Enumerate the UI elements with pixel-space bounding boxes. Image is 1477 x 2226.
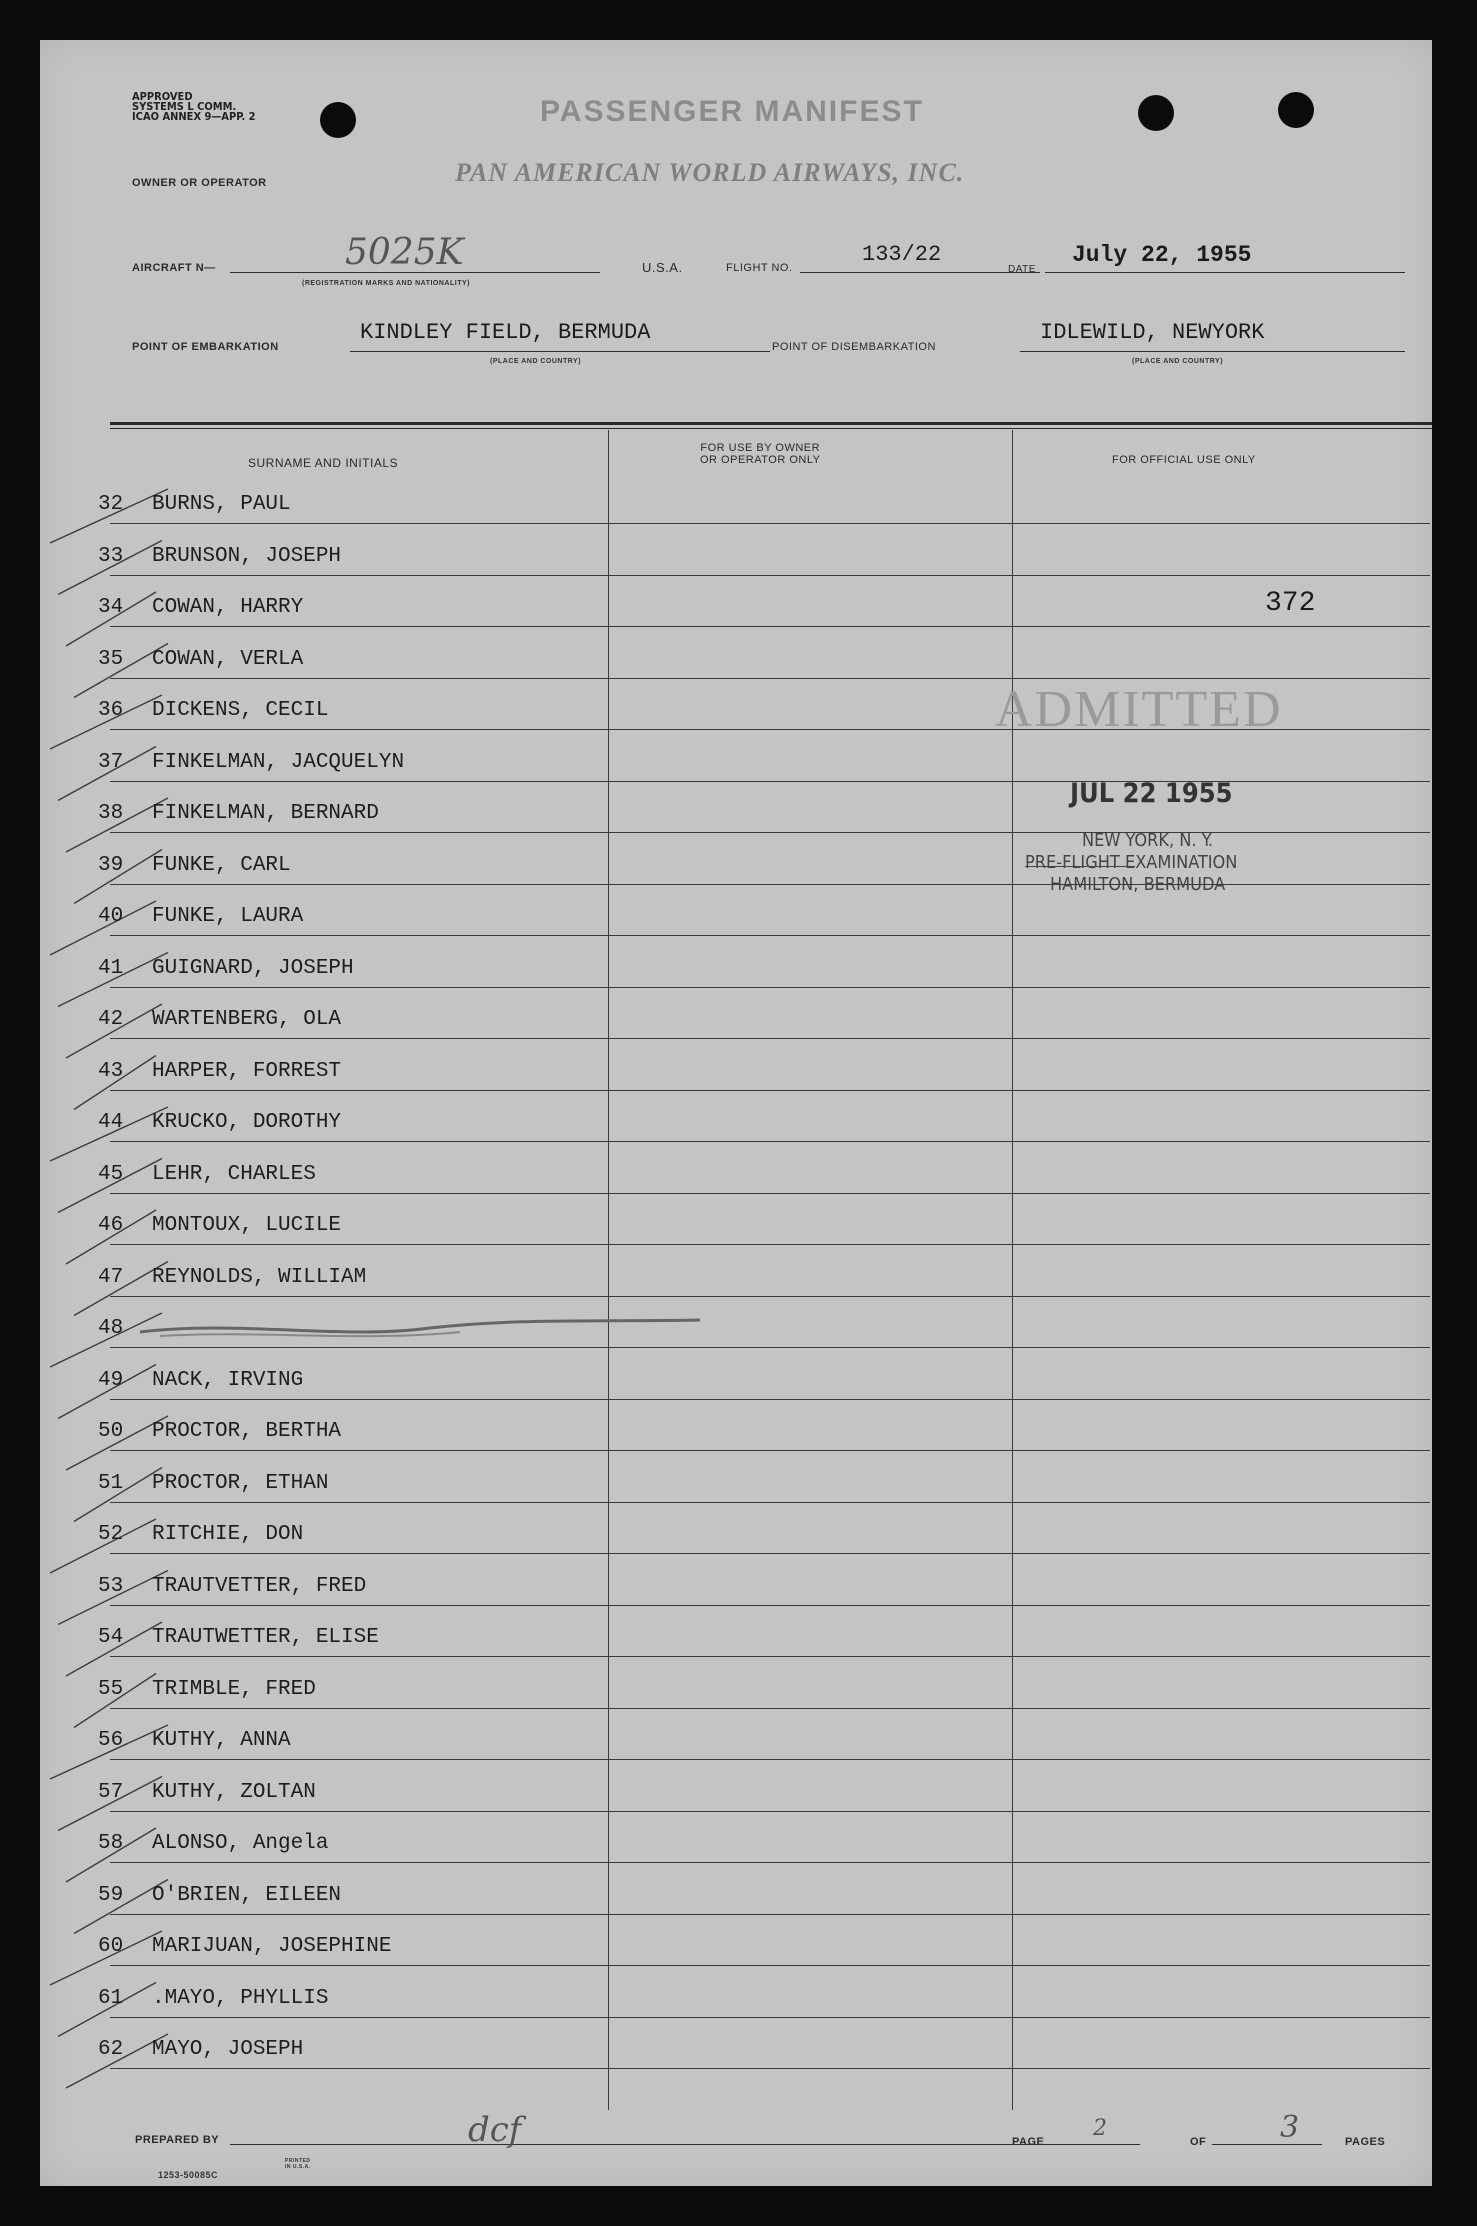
passenger-number: 45 (98, 1162, 124, 1186)
passenger-name: PROCTOR, BERTHA (152, 1420, 342, 1443)
disembark-value: IDLEWILD, NEWYORK (1040, 320, 1265, 345)
passenger-number: 41 (98, 956, 124, 980)
passenger-name: ALONSO, Angela (152, 1832, 329, 1855)
passenger-name: LEHR, CHARLES (152, 1162, 316, 1186)
passenger-name: KUTHY, ANNA (152, 1729, 291, 1752)
passenger-row (98, 802, 379, 825)
passenger-name: TRAUTWETTER, ELISE (152, 1626, 379, 1649)
passenger-name: BRUNSON, JOSEPH (152, 544, 342, 568)
passenger-name: GUIGNARD, JOSEPH (152, 956, 354, 980)
admitted-stamp: ADMITTED (995, 681, 1283, 738)
passenger-row (98, 1060, 341, 1083)
passenger-name: COWAN, VERLA (152, 647, 304, 671)
row-rule (110, 1399, 1430, 1400)
passenger-row (98, 648, 303, 671)
passenger-name: KUTHY, ZOLTAN (152, 1780, 316, 1804)
passenger-row (98, 1678, 316, 1701)
passenger-number: 52 (98, 1523, 124, 1546)
pages-label: PAGES (1345, 2136, 1386, 2148)
passenger-name: BURNS, PAUL (152, 493, 291, 516)
embark-value: KINDLEY FIELD, BERMUDA (360, 320, 651, 345)
stamp-line3: HAMILTON, BERMUDA (1050, 874, 1226, 895)
page-value: 2 (1093, 2116, 1107, 2141)
passenger-row (98, 699, 328, 722)
row-rule (110, 884, 1430, 885)
prepared-label: PREPARED BY (135, 2134, 220, 2146)
row-rule (110, 2068, 1430, 2069)
disembark-place-note: (PLACE AND COUNTRY) (1132, 358, 1224, 365)
column-header-owner (700, 442, 820, 466)
stamp-number: 372 (1265, 588, 1316, 619)
aircraft-value: 5025K (345, 232, 464, 273)
passenger-name: MAYO, JOSEPH (152, 2038, 304, 2061)
passenger-number: 40 (98, 905, 124, 928)
date-value: July 22, 1955 (1072, 242, 1252, 268)
row-rule (110, 1038, 1430, 1039)
row-rule (110, 678, 1430, 679)
passenger-number: 55 (98, 1677, 124, 1701)
punch-hole (320, 102, 356, 138)
passenger-row (98, 545, 341, 568)
passenger-row (98, 1317, 152, 1340)
row-rule (110, 1347, 1430, 1348)
passenger-name: MONTOUX, LUCILE (152, 1214, 342, 1237)
row-rule (110, 575, 1430, 576)
passenger-row (98, 596, 303, 619)
passenger-number: 58 (98, 1832, 124, 1855)
stamp-line2: PRE-FLIGHT EXAMINATION (1025, 852, 1238, 873)
passenger-name: TRAUTVETTER, FRED (152, 1574, 367, 1598)
passenger-row (98, 1163, 316, 1186)
passenger-name: .MAYO, PHYLLIS (152, 1986, 329, 2010)
column-header-surname: SURNAME AND INITIALS (248, 456, 399, 470)
passenger-row (98, 1935, 391, 1958)
page-label: PAGE (1012, 2136, 1045, 2148)
column-divider (608, 430, 609, 2110)
stamp-line2-strike (1025, 866, 1135, 867)
passenger-name: KRUCKO, DOROTHY (152, 1111, 342, 1134)
passenger-name: WARTENBERG, OLA (152, 1008, 342, 1031)
passenger-row (98, 1832, 328, 1855)
passenger-row (98, 1266, 366, 1289)
passenger-row (98, 1781, 316, 1804)
passenger-name: TRIMBLE, FRED (152, 1677, 316, 1701)
passenger-row (98, 1420, 341, 1443)
row-rule (110, 1296, 1430, 1297)
passenger-number: 57 (98, 1780, 124, 1804)
passenger-name: HARPER, FORREST (152, 1059, 342, 1083)
usa-label: U.S.A. (642, 260, 683, 275)
passenger-row (98, 957, 354, 980)
passenger-number: 60 (98, 1935, 124, 1958)
passenger-row (98, 1008, 341, 1031)
passenger-name: FINKELMAN, JACQUELYN (152, 750, 405, 774)
passenger-number: 35 (98, 647, 124, 671)
passenger-number: 47 (98, 1265, 124, 1289)
passenger-row (98, 1884, 341, 1907)
passenger-name: DICKENS, CECIL (152, 699, 329, 722)
passenger-name: MARIJUAN, JOSEPHINE (152, 1935, 392, 1958)
row-rule (110, 1811, 1430, 1812)
passenger-number: 38 (98, 802, 124, 825)
row-rule (110, 2017, 1430, 2018)
row-rule (110, 1914, 1430, 1915)
passenger-row (98, 854, 291, 877)
passenger-name: O'BRIEN, EILEEN (152, 1883, 342, 1907)
passenger-number: 44 (98, 1111, 124, 1134)
passenger-row (98, 905, 303, 928)
passenger-name: FINKELMAN, BERNARD (152, 802, 379, 825)
row-rule (110, 1759, 1430, 1760)
passenger-row (98, 493, 291, 516)
passenger-number: 33 (98, 544, 124, 568)
owner-label: OWNER OR OPERATOR (132, 177, 267, 189)
embark-place-note: (PLACE AND COUNTRY) (490, 358, 582, 365)
passenger-name: RITCHIE, DON (152, 1523, 304, 1546)
row-rule (110, 1502, 1430, 1503)
passenger-name: REYNOLDS, WILLIAM (152, 1265, 367, 1289)
passenger-row (98, 1523, 303, 1546)
row-rule (110, 1450, 1430, 1451)
row-rule (110, 987, 1430, 988)
row-rule (110, 1553, 1430, 1554)
passenger-number: 48 (98, 1317, 124, 1340)
header-rule (110, 422, 1432, 425)
row-rule (110, 1862, 1430, 1863)
pages-value: 3 (1280, 2110, 1300, 2145)
page-title: PASSENGER MANIFEST (540, 95, 924, 128)
row-rule (110, 1965, 1430, 1966)
passenger-name: NACK, IRVING (152, 1368, 304, 1392)
owner-col-line2: OR OPERATOR ONLY (700, 454, 821, 466)
row-rule (110, 781, 1430, 782)
stamp-date: JUL 22 1955 (1070, 778, 1233, 809)
passenger-name: FUNKE, LAURA (152, 905, 304, 928)
aircraft-label: AIRCRAFT N— (132, 262, 216, 274)
row-rule (110, 1708, 1430, 1709)
passenger-row (98, 1472, 328, 1495)
row-rule (110, 523, 1430, 524)
punch-hole (1278, 92, 1314, 128)
system-text: SYSTEMS L COMM. (132, 100, 237, 113)
passenger-number: 61 (98, 1986, 124, 2010)
row-rule (110, 626, 1430, 627)
passenger-name: PROCTOR, ETHAN (152, 1471, 329, 1495)
row-rule (110, 1141, 1430, 1142)
passenger-row (98, 1729, 291, 1752)
row-rule (110, 1193, 1430, 1194)
stamp-line1: NEW YORK, N. Y. (1082, 830, 1214, 851)
row-rule (110, 729, 1430, 730)
passenger-number: 42 (98, 1008, 124, 1031)
embark-label: POINT OF EMBARKATION (132, 341, 279, 353)
passenger-row (98, 1111, 341, 1134)
row-rule (110, 832, 1430, 833)
passenger-row (98, 751, 404, 774)
row-rule (110, 1244, 1430, 1245)
header-rule-thin (110, 428, 1432, 429)
passenger-row (98, 1626, 379, 1649)
company-name: PAN AMERICAN WORLD AIRWAYS, INC. (455, 158, 965, 187)
owner-col-line1: FOR USE BY OWNER (700, 442, 821, 454)
passenger-row (98, 1369, 303, 1392)
passenger-number: 53 (98, 1574, 124, 1598)
passenger-row (98, 2038, 303, 2061)
icao-text: ICAO ANNEX 9—APP. 2 (132, 110, 256, 123)
punch-hole (1138, 95, 1174, 131)
column-header-official: FOR OFFICIAL USE ONLY (1112, 454, 1256, 466)
passenger-number: 46 (98, 1214, 124, 1237)
passenger-number: 54 (98, 1626, 124, 1649)
of-label: OF (1190, 2136, 1207, 2148)
row-rule (110, 935, 1430, 936)
passenger-number: 39 (98, 853, 124, 877)
manifest-sheet (40, 40, 1432, 2186)
passenger-row (98, 1214, 341, 1237)
disembark-label: POINT OF DISEMBARKATION (772, 341, 936, 353)
passenger-number: 56 (98, 1729, 124, 1752)
registration-note: (REGISTRATION MARKS AND NATIONALITY) (302, 280, 470, 287)
flight-value: 133/22 (862, 242, 942, 267)
row-rule (110, 1605, 1430, 1606)
passenger-number: 43 (98, 1059, 124, 1083)
passenger-number: 49 (98, 1368, 124, 1392)
passenger-number: 50 (98, 1420, 124, 1443)
passenger-row (98, 1575, 366, 1598)
date-label: DATE (1008, 264, 1036, 275)
passenger-name: COWAN, HARRY (152, 596, 304, 619)
passenger-number: 37 (98, 750, 124, 774)
row-rule (110, 1656, 1430, 1657)
passenger-number: 32 (98, 493, 124, 516)
flight-label: FLIGHT NO. (726, 262, 793, 274)
passenger-number: 51 (98, 1471, 124, 1495)
passenger-number: 34 (98, 596, 124, 619)
form-number: 1253-50085C (158, 2170, 219, 2180)
passenger-number: 36 (98, 699, 124, 722)
approved-text: APPROVED (132, 90, 193, 103)
printed-note: PRINTED IN U.S.A. (285, 2158, 311, 2170)
prepared-value: dcf (468, 2110, 522, 2150)
passenger-row (98, 1987, 328, 2010)
row-rule (110, 1090, 1430, 1091)
passenger-number: 62 (98, 2038, 124, 2061)
passenger-number: 59 (98, 1883, 124, 1907)
passenger-name: FUNKE, CARL (152, 853, 291, 877)
